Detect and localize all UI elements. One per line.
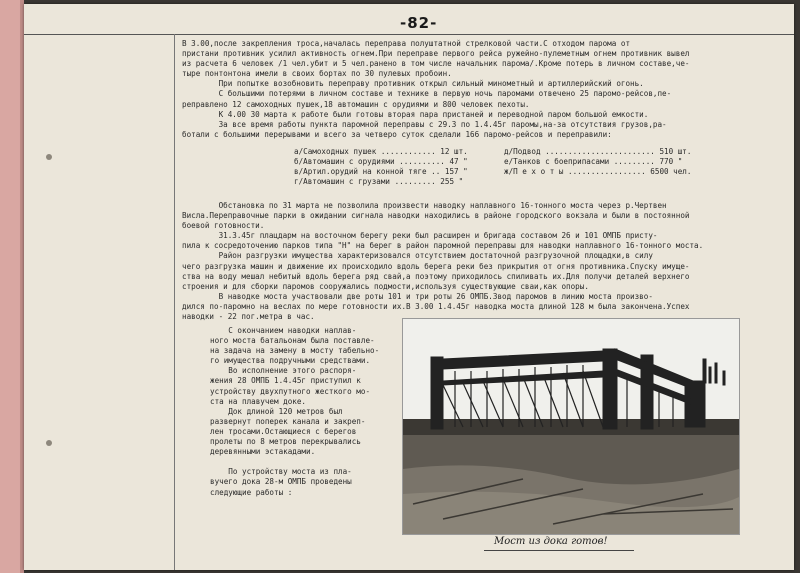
middle-paragraph: Обстановка по 31 марта не позволила произвести наводку наплавного 16-тонного моста через р.Чертвен Висла.Переправочные парки в ожидании сигнала наводки находились в районе городского вокзала и были в постоянной боевой готовности. 31.3.45г плацдарм на восточном берегу реки был расширен и бригада составом 26 и 101 ОМПБ присту- пила к сосредоточению парков типа "Н" на берег в район паромной переправы для наводки наплавного 16-тонного моста. Район разгрузки имущества характеризовался отсутствием достаточной разгрузочной площадки,в силу чего разгрузка машин и движение их происходило вдоль берега реки без прикрытия от огня противника.Спуску имуще- ства на воду мешал небитый вдоль берега ряд свай,а поэтому приходилось спиливать их.Для получи деталей верхнего строения и для сборки паромов сооружались подмости,используя существующие сваи,как опоры. В наводке моста участвовали две роты 101 и три роты 26 ОМПБ.Звод паромов в линию моста произво- дился по-паромно на веслах по мере готовности их.В 3.00 1.4.45г наводка моста длиной 128 м была закончена.Успех наводки - 22 пог.метра в час. [182, 201, 704, 322]
cargo-list-right: д/Подвод ........................ 510 шт. е/Танков с боеприпасами ......... 770 " ж/П е х о т ы ................. 6500 чел. [504, 147, 692, 177]
bridge-photo [402, 318, 740, 535]
binder-spine [0, 0, 20, 573]
top-paragraph: В 3.00,после закрепления троса,началась переправа полуштатной стрелковой части.С отходом парома от пристани противник усилил активность огнем.При переправе первого рейса ружейно-пулеметным огнем противник вывел из расчета 6 человек /1 чел.убит и 5 чел.ранено в том числе начальник парома/.Кроме потерь в личном составе,че- тыре понтонтона имели в своих бортах по 30 пулевых пробоин. При попытке возобновить переправу противник открыл сильный минометный и артиллерийский огонь. С большими потерями в личном составе и технике в первую ночь паромами отвечено 25 паромо-рейсов,пе- реправлено 12 самоходных пушек,18 автомашин с орудиями и 800 человек пехоты. К 4.00 30 марта к работе были готовы вторая пара пристаней и переводной паром большой емкости. За все время работы пункта паромной переправы с 29.3 по 1.4.45г паромы,на-за отсутствия грузов,ра- ботали с большими перерывами и всего за четверо суток сделали 166 паромо-рейсов и переправили: [182, 39, 690, 139]
punch-hole [46, 154, 52, 160]
document-page [24, 4, 794, 570]
header-rule [24, 34, 794, 35]
left-column-text: С окончанием наводки наплав- ного моста батальонам была поставле- на задача на замену в мосту табельно- го имущества подручными средствами. Во исполнение этого распоря- жения 28 ОМПБ 1.4.45г приступил к устройству двухпутного жесткого мо- ста на плавучем доке. Док длиной 120 метров был развернут поперек канала и закреп- лен тросами.Остающиеся с берегов пролеты по 8 метров перекрывались деревянными эстакадами. По устройству моста из пла- вучего дока 28-м ОМПБ проведены следующие работы : [210, 326, 380, 497]
photo-caption: Мост из дока готов! [494, 536, 608, 547]
bridge-photo-illustration [403, 319, 739, 534]
page-number: -82- [400, 14, 438, 32]
caption-underline [484, 550, 634, 551]
cargo-list-left: а/Самоходных пушек ............ 12 шт. б/Автомашин с орудиями .......... 47 " в/Артил.орудий на конной тяге .. 157 " г/Автомашин с грузами ......... 255 " [294, 147, 468, 187]
punch-hole [46, 440, 52, 446]
margin-rule [174, 34, 175, 570]
